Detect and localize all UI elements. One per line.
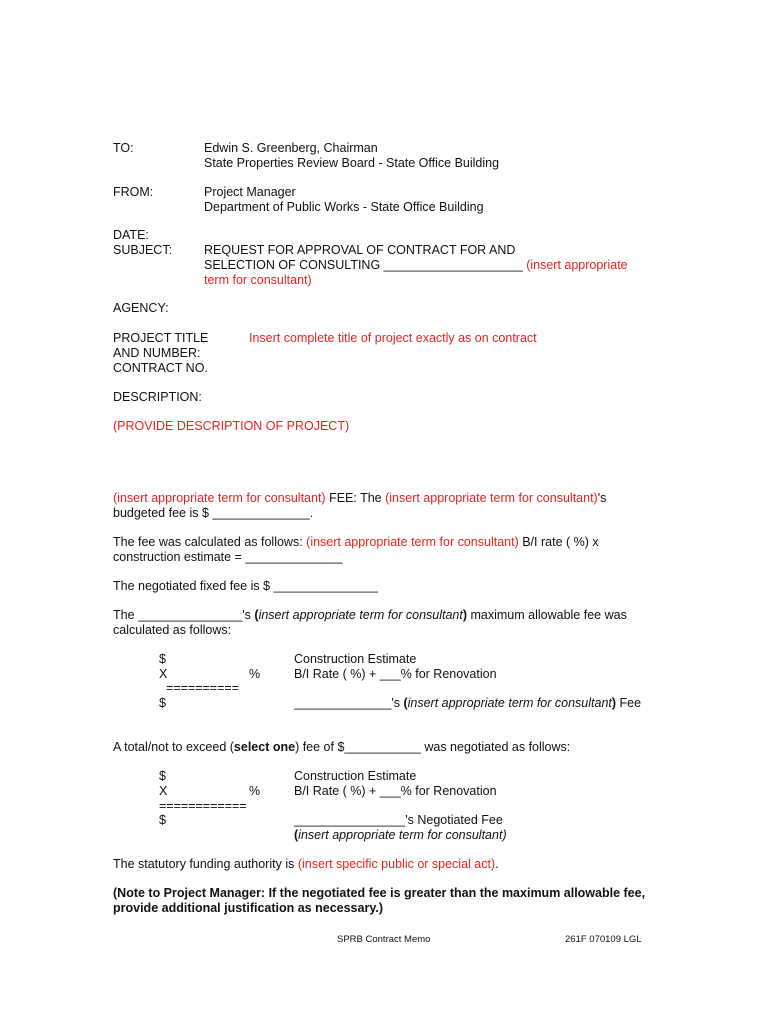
table1-bi-rate: B/I Rate ( %) + ___% for Renovation bbox=[294, 667, 497, 681]
footer-title: SPRB Contract Memo bbox=[337, 934, 431, 945]
subject-line-3: term for consultant) bbox=[204, 273, 312, 287]
max-fee-paren-close: ) bbox=[462, 608, 468, 622]
table2-term: insert appropriate term for consultant) bbox=[298, 828, 507, 842]
table2-percent: % bbox=[249, 784, 261, 798]
project-title-instruction: Insert complete title of project exactly as on contract bbox=[249, 331, 537, 345]
project-title-label: PROJECT TITLE bbox=[113, 331, 209, 345]
fee-line-1 bbox=[113, 491, 658, 506]
total-select-one: select one bbox=[233, 740, 296, 754]
table1-dollar-2: $ bbox=[159, 696, 166, 710]
total-fee-line bbox=[113, 740, 570, 755]
table2-bi-rate: B/I Rate ( %) + ___% for Renovation bbox=[294, 784, 497, 798]
table2-dollar-2: $ bbox=[159, 813, 166, 827]
fee-text-2: 's bbox=[597, 491, 607, 505]
calc-paragraph bbox=[113, 535, 658, 565]
max-fee-text-2: maximum allowable fee was bbox=[467, 608, 627, 622]
table2-separator: ============ bbox=[159, 799, 247, 813]
table1-separator: ========== bbox=[166, 681, 239, 695]
date-label: DATE: bbox=[113, 228, 149, 242]
statutory-text-2: . bbox=[495, 857, 499, 871]
project-manager-note bbox=[113, 886, 658, 916]
to-recipient-org: State Properties Review Board - State Office Building bbox=[204, 156, 500, 170]
negotiated-fixed-fee: The negotiated fixed fee is $ _______________ bbox=[113, 579, 378, 593]
table1-x: X bbox=[159, 667, 168, 681]
subject-line-2-text: SELECTION OF CONSULTING ____________________ bbox=[204, 258, 523, 272]
max-fee-term: insert appropriate term for consultant bbox=[258, 608, 463, 622]
calc-text-1: The fee was calculated as follows: bbox=[113, 535, 307, 549]
table1-dollar-1: $ bbox=[159, 652, 166, 666]
total-text-1: A total/not to exceed ( bbox=[113, 740, 234, 754]
contract-no-label: CONTRACT NO. bbox=[113, 361, 208, 375]
fee-text-1: FEE: The bbox=[325, 491, 386, 505]
fee-insert-term-2: (insert appropriate term for consultant) bbox=[385, 491, 598, 505]
fee-insert-term-1: (insert appropriate term for consultant) bbox=[113, 491, 326, 505]
statutory-text-1: The statutory funding authority is bbox=[113, 857, 298, 871]
calc-insert-term: (insert appropriate term for consultant) bbox=[306, 535, 519, 549]
max-fee-line-1 bbox=[113, 608, 658, 623]
statutory-insert-act: (insert specific public or special act) bbox=[297, 857, 496, 871]
from-label: FROM: bbox=[113, 185, 154, 199]
table1-fee-blank: ______________'s bbox=[294, 696, 404, 710]
table1-fee-term: insert appropriate term for consultant bbox=[407, 696, 612, 710]
table1-fee-line bbox=[294, 696, 641, 711]
calc-line-1 bbox=[113, 535, 658, 550]
table1-fee-suffix: Fee bbox=[616, 696, 642, 710]
max-fee-text-1: The _______________'s bbox=[113, 608, 255, 622]
subject-line-2 bbox=[204, 258, 628, 273]
fee-line-2: budgeted fee is $ ______________. bbox=[113, 506, 314, 520]
to-label: TO: bbox=[113, 141, 134, 155]
table2-negotiated-fee: ________________'s Negotiated Fee bbox=[294, 813, 503, 827]
subject-label: SUBJECT: bbox=[113, 243, 173, 257]
fee-paragraph bbox=[113, 491, 658, 521]
table2-term-paren-open: ( bbox=[294, 828, 299, 842]
statutory-line bbox=[113, 857, 499, 872]
table2-dollar-1: $ bbox=[159, 769, 166, 783]
max-fee-paren-open: ( bbox=[254, 608, 259, 622]
table1-percent: % bbox=[249, 667, 261, 681]
table2-construction-estimate: Construction Estimate bbox=[294, 769, 417, 783]
project-number-label: AND NUMBER: bbox=[113, 346, 201, 360]
description-label: DESCRIPTION: bbox=[113, 390, 202, 404]
note-line-1: (Note to Project Manager: If the negotiated fee is greater than the maximum allowable fee, bbox=[113, 886, 646, 900]
subject-line-1: REQUEST FOR APPROVAL OF CONTRACT FOR AND bbox=[204, 243, 516, 257]
description-instruction: (PROVIDE DESCRIPTION OF PROJECT) bbox=[113, 419, 350, 433]
table2-x: X bbox=[159, 784, 168, 798]
subject-insert-term: (insert appropriate bbox=[526, 258, 628, 272]
from-sender-title: Project Manager bbox=[204, 185, 296, 199]
calc-line-2: construction estimate = ______________ bbox=[113, 550, 343, 564]
total-text-2: ) fee of $___________ was negotiated as follows: bbox=[295, 740, 571, 754]
from-sender-org: Department of Public Works - State Office Building bbox=[204, 200, 484, 214]
table1-fee-paren-close: ) bbox=[611, 696, 617, 710]
max-fee-paragraph bbox=[113, 608, 658, 638]
table1-fee-paren-open: ( bbox=[403, 696, 408, 710]
to-recipient-name: Edwin S. Greenberg, Chairman bbox=[204, 141, 378, 155]
calc-text-2: B/I rate ( %) x bbox=[518, 535, 599, 549]
agency-label: AGENCY: bbox=[113, 301, 169, 315]
table1-construction-estimate: Construction Estimate bbox=[294, 652, 417, 666]
footer-form-code: 261F 070109 LGL bbox=[565, 934, 642, 945]
max-fee-line-2: calculated as follows: bbox=[113, 623, 232, 637]
table2-term-line bbox=[294, 828, 507, 843]
note-line-2: provide additional justification as necessary.) bbox=[113, 901, 383, 915]
